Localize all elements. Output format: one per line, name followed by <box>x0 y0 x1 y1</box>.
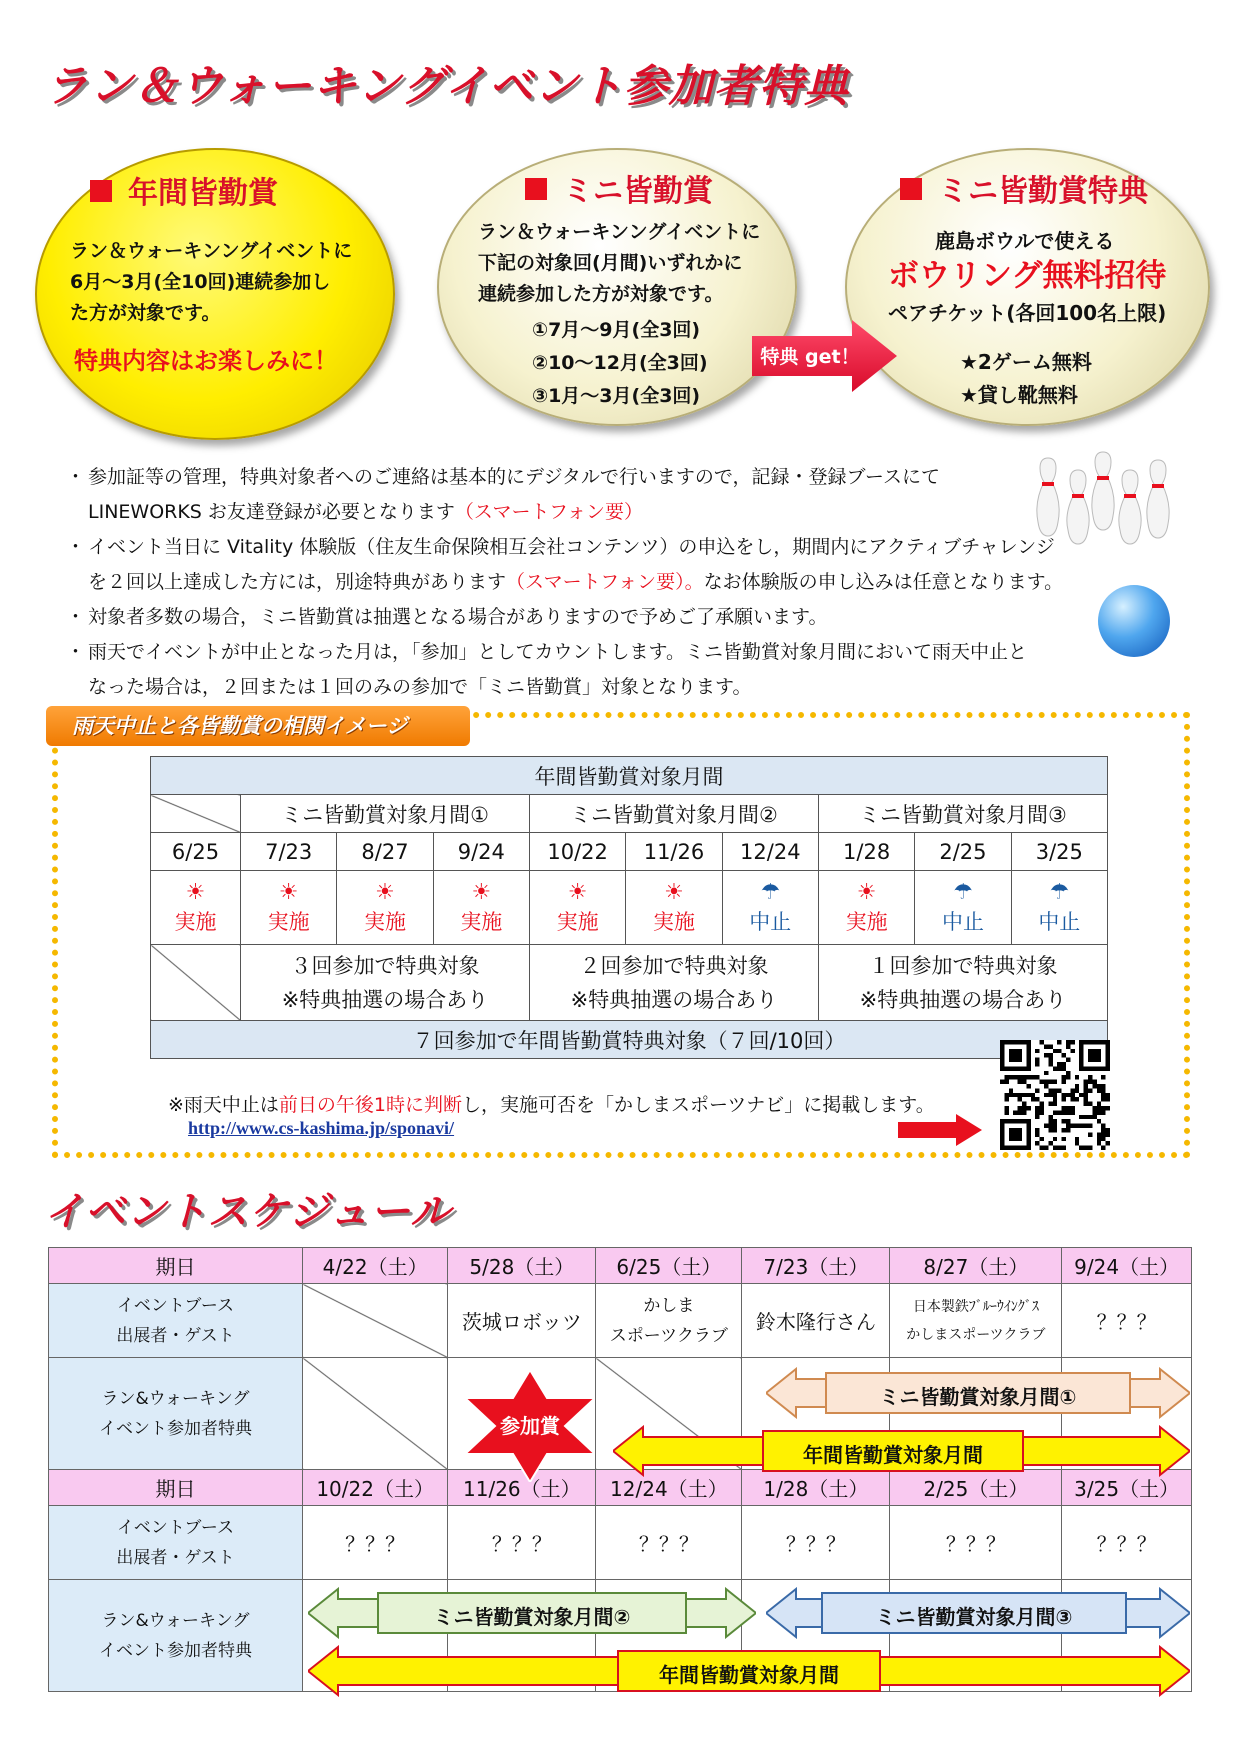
result-line: １回参加で特典対象 <box>868 953 1058 978</box>
booth-cell: ？？？ <box>890 1506 1062 1580</box>
booth-cell: ？？？ <box>1062 1506 1192 1580</box>
row-label-booth <box>49 1506 303 1580</box>
status-label: 実施 <box>363 909 406 934</box>
status-cell <box>529 871 625 945</box>
sun-icon: ☀ <box>278 879 299 905</box>
mini-period-3-label: ミニ皆勤賞対象月間③ <box>875 1605 1073 1629</box>
mini-period-2-label: ミニ皆勤賞対象月間② <box>433 1605 631 1629</box>
umbrella-icon: ☂ <box>1049 879 1070 905</box>
annual-award-highlight: 特典内容はお楽しみに！ <box>74 347 338 375</box>
label-line: イベント参加者特典 <box>99 1418 252 1439</box>
schedule-date-cell: 5/28（土） <box>448 1248 596 1284</box>
booth-cell <box>890 1284 1062 1358</box>
mini-line: 下記の対象回(月間)いずれかに <box>478 252 743 274</box>
square-icon <box>525 178 547 200</box>
bonus-line2: ペアチケット(各回100名上限) <box>888 301 1167 325</box>
status-label: 実施 <box>845 909 888 934</box>
status-label: 中止 <box>1038 909 1081 934</box>
date-cell: 2/25 <box>915 833 1011 871</box>
square-icon <box>900 178 922 200</box>
status-label: 中止 <box>941 909 984 934</box>
note-text: 対象者多数の場合，ミニ皆勤賞は抽選となる場合がありますので予めご了承願います。 <box>88 606 828 628</box>
date-cell: 10/22 <box>529 833 625 871</box>
mini-period-1-label: ミニ皆勤賞対象月間① <box>879 1385 1077 1409</box>
schedule-date-cell: 6/25（土） <box>596 1248 742 1284</box>
note-red: 前日の午後1時に判断 <box>278 1094 463 1116</box>
bonus-items <box>960 346 1092 412</box>
booth-cell <box>303 1284 448 1358</box>
booth-name: 鈴木隆行さん <box>755 1310 876 1334</box>
sun-icon: ☀ <box>567 879 588 905</box>
note-text: ※雨天中止は <box>168 1094 279 1116</box>
mini-period: ①7月～9月(全3回) <box>532 319 701 341</box>
mini-period: ②10～12月(全3回) <box>532 352 708 374</box>
note-text: 雨天でイベントが中止となった月は，「参加」としてカウントします。ミニ皆勤賞対象月間において雨天中止と <box>88 641 1027 663</box>
label-line: 出展者・ゲスト <box>116 1325 235 1346</box>
rain-cancel-note <box>168 1090 935 1117</box>
result-cell <box>818 945 1107 1021</box>
result-cell <box>241 945 530 1021</box>
annual-award-heading-text: 年間皆勤賞 <box>128 176 278 211</box>
status-cell <box>818 871 914 945</box>
mini-period-header: ミニ皆勤賞対象月間② <box>529 795 818 833</box>
mini-line: ラン＆ウォーキンングイベントに <box>478 221 761 243</box>
sun-icon: ☀ <box>471 879 492 905</box>
status-label: 実施 <box>174 909 217 934</box>
booth-cell <box>1062 1284 1192 1358</box>
arrow-right-icon <box>898 1114 982 1146</box>
booth-name: 茨城ロボッツ <box>461 1310 582 1334</box>
status-cell <box>241 871 337 945</box>
participation-prize-label: 参加賞 <box>500 1414 560 1438</box>
status-row <box>151 871 1108 945</box>
bowling-ball-icon <box>1098 585 1170 657</box>
status-cell <box>1011 871 1107 945</box>
status-cell <box>722 871 818 945</box>
label-line: イベントブース <box>116 1295 235 1316</box>
get-arrow-label: 特典 get！ <box>760 346 860 368</box>
status-cell <box>433 871 529 945</box>
schedule-date-cell: 8/27（土） <box>890 1248 1062 1284</box>
bonus-heading-text: ミニ皆勤賞特典 <box>938 174 1148 209</box>
date-cell: 11/26 <box>626 833 722 871</box>
bonus-heading <box>900 166 1148 210</box>
sun-icon: ☀ <box>856 879 877 905</box>
row-label-booth <box>49 1284 303 1358</box>
page-title: ラン＆ウォーキングイベント参加者特典 <box>44 61 849 112</box>
status-cell <box>151 871 241 945</box>
label-line: ラン&ウォーキング <box>101 1388 250 1409</box>
status-label: 実施 <box>652 909 695 934</box>
annual-period-top-label: 年間皆勤賞対象月間 <box>803 1443 983 1467</box>
note-item <box>70 600 1190 635</box>
annual-line: た方が対象です。 <box>70 302 221 324</box>
status-cell <box>626 871 722 945</box>
annual-period-header: 年間皆勤賞対象月間 <box>151 757 1108 795</box>
status-label: 中止 <box>749 909 792 934</box>
schedule-date-cell: 1/28（土） <box>742 1470 890 1506</box>
note-text: 参加証等の管理，特典対象者へのご連絡は基本的にデジタルで行いますので，記録・登録ブースにて <box>88 466 940 488</box>
blank-cell <box>151 795 241 833</box>
booth-name: スポーツクラブ <box>609 1325 728 1346</box>
note-text: を２回以上達成した方には，別途特典があります <box>88 571 507 593</box>
row-label-bonus <box>49 1358 303 1470</box>
result-note: ※特典抽選の場合あり <box>859 987 1067 1012</box>
schedule-date-cell: 10/22（土） <box>303 1470 448 1506</box>
row-label-date: 期日 <box>49 1248 303 1284</box>
schedule-title: イベントスケジュール <box>44 1189 452 1235</box>
status-label: 実施 <box>460 909 503 934</box>
date-cell: 9/24 <box>433 833 529 871</box>
booth-name: 日本製鉄ﾌﾞﾙｰｳｲﾝｸﾞｽ <box>912 1298 1039 1315</box>
result-cell <box>529 945 818 1021</box>
schedule-date-cell: 3/25（土） <box>1062 1470 1192 1506</box>
note-item <box>70 635 1190 705</box>
label-line: イベント参加者特典 <box>99 1640 252 1661</box>
date-cell: 3/25 <box>1011 833 1107 871</box>
note-text: なお体験版の申し込みは任意となります。 <box>703 571 1064 593</box>
label-line: ラン&ウォーキング <box>101 1610 250 1631</box>
booth-cell <box>448 1284 596 1358</box>
bonus-item: ★2ゲーム無料 <box>960 350 1092 374</box>
schedule-date-cell: 12/24（土） <box>596 1470 742 1506</box>
booth-name: ？？？ <box>1096 1310 1157 1334</box>
booth-cell: ？？？ <box>303 1506 448 1580</box>
note-red: （スマートフォン要）。 <box>506 571 704 593</box>
bonus-item: ★貸し靴無料 <box>960 383 1078 407</box>
schedule-date-cell: 7/23（土） <box>742 1248 890 1284</box>
mini-award-heading <box>525 166 713 210</box>
row-label-date: 期日 <box>49 1470 303 1506</box>
annual-award-text <box>70 236 352 329</box>
qr-code-icon[interactable] <box>1000 1040 1110 1150</box>
relation-label: 雨天中止と各皆勤賞の相関イメージ <box>46 706 470 746</box>
bonus-cell <box>303 1358 448 1470</box>
result-line: ２回参加で特典対象 <box>579 953 769 978</box>
sun-icon: ☀ <box>375 879 395 905</box>
schedule-date-cell: 9/24（土） <box>1062 1248 1192 1284</box>
bonus-line1: 鹿島ボウルで使える <box>935 229 1115 253</box>
date-cell: 12/24 <box>722 833 818 871</box>
bonus-highlight: ボウリング無料招待 <box>888 258 1167 294</box>
status-cell <box>915 871 1011 945</box>
blank-cell <box>151 945 241 1021</box>
note-text: なった場合は，２回または１回のみの参加で「ミニ皆勤賞」対象となります。 <box>88 676 752 698</box>
booth-name: かしま <box>643 1295 695 1316</box>
mini-award-heading-text: ミニ皆勤賞 <box>563 174 713 209</box>
result-note: ※特典抽選の場合あり <box>281 987 489 1012</box>
annual-award-heading <box>90 168 278 212</box>
umbrella-icon: ☂ <box>760 879 781 905</box>
umbrella-icon: ☂ <box>953 879 973 905</box>
sun-icon: ☀ <box>185 879 206 905</box>
status-label: 実施 <box>267 909 310 934</box>
booth-cell <box>742 1284 890 1358</box>
label-line: イベントブース <box>116 1517 235 1538</box>
status-cell <box>337 871 433 945</box>
relation-table <box>150 756 1108 1059</box>
date-cell: 6/25 <box>151 833 241 871</box>
annual-period-bottom-label: 年間皆勤賞対象月間 <box>659 1663 839 1687</box>
schedule-date-cell: 2/25（土） <box>890 1470 1062 1506</box>
booth-cell <box>596 1284 742 1358</box>
annual-line: ラン＆ウォーキンングイベントに <box>70 240 353 262</box>
date-cell: 8/27 <box>337 833 433 871</box>
mini-period-header: ミニ皆勤賞対象月間③ <box>818 795 1107 833</box>
note-text: LINEWORKS お友達登録が必要となります <box>88 501 455 523</box>
schedule-date-cell: 4/22（土） <box>303 1248 448 1284</box>
status-label: 実施 <box>556 909 599 934</box>
booth-cell: ？？？ <box>596 1506 742 1580</box>
bowling-pins-icon <box>1008 448 1188 548</box>
mini-period: ③1月～3月(全3回) <box>532 385 701 407</box>
mini-period-header: ミニ皆勤賞対象月間① <box>241 795 530 833</box>
booth-name: かしまスポーツクラブ <box>906 1326 1046 1343</box>
result-line: ３回参加で特典対象 <box>290 953 480 978</box>
row-label-bonus <box>49 1580 303 1692</box>
label-line: 出展者・ゲスト <box>116 1547 235 1568</box>
sponavi-link[interactable]: http://www.cs-kashima.jp/sponavi/ <box>188 1118 455 1138</box>
mini-award-periods <box>532 314 708 413</box>
schedule-date-cell: 11/26（土） <box>448 1470 596 1506</box>
booth-cell: ？？？ <box>448 1506 596 1580</box>
date-cell: 1/28 <box>818 833 914 871</box>
date-cell: 7/23 <box>241 833 337 871</box>
mini-line: 連続参加した方が対象です。 <box>478 283 724 305</box>
annual-result: ７回参加で年間皆勤賞特典対象（７回/10回） <box>151 1021 1108 1059</box>
result-note: ※特典抽選の場合あり <box>570 987 778 1012</box>
note-text: イベント当日に Vitality 体験版（住友生命保険相互会社コンテンツ）の申込をし，期間内にアクティブチャレンジ <box>88 536 1055 558</box>
annual-line: 6月～3月(全10回)連続参加し <box>70 271 331 293</box>
sun-icon: ☀ <box>664 879 684 905</box>
note-red: （スマートフォン要） <box>454 501 644 523</box>
square-icon <box>90 180 112 202</box>
note-text: し，実施可否を「かしまスポーツナビ」に掲載します。 <box>462 1094 935 1116</box>
booth-cell: ？？？ <box>742 1506 890 1580</box>
mini-award-text <box>478 217 760 310</box>
